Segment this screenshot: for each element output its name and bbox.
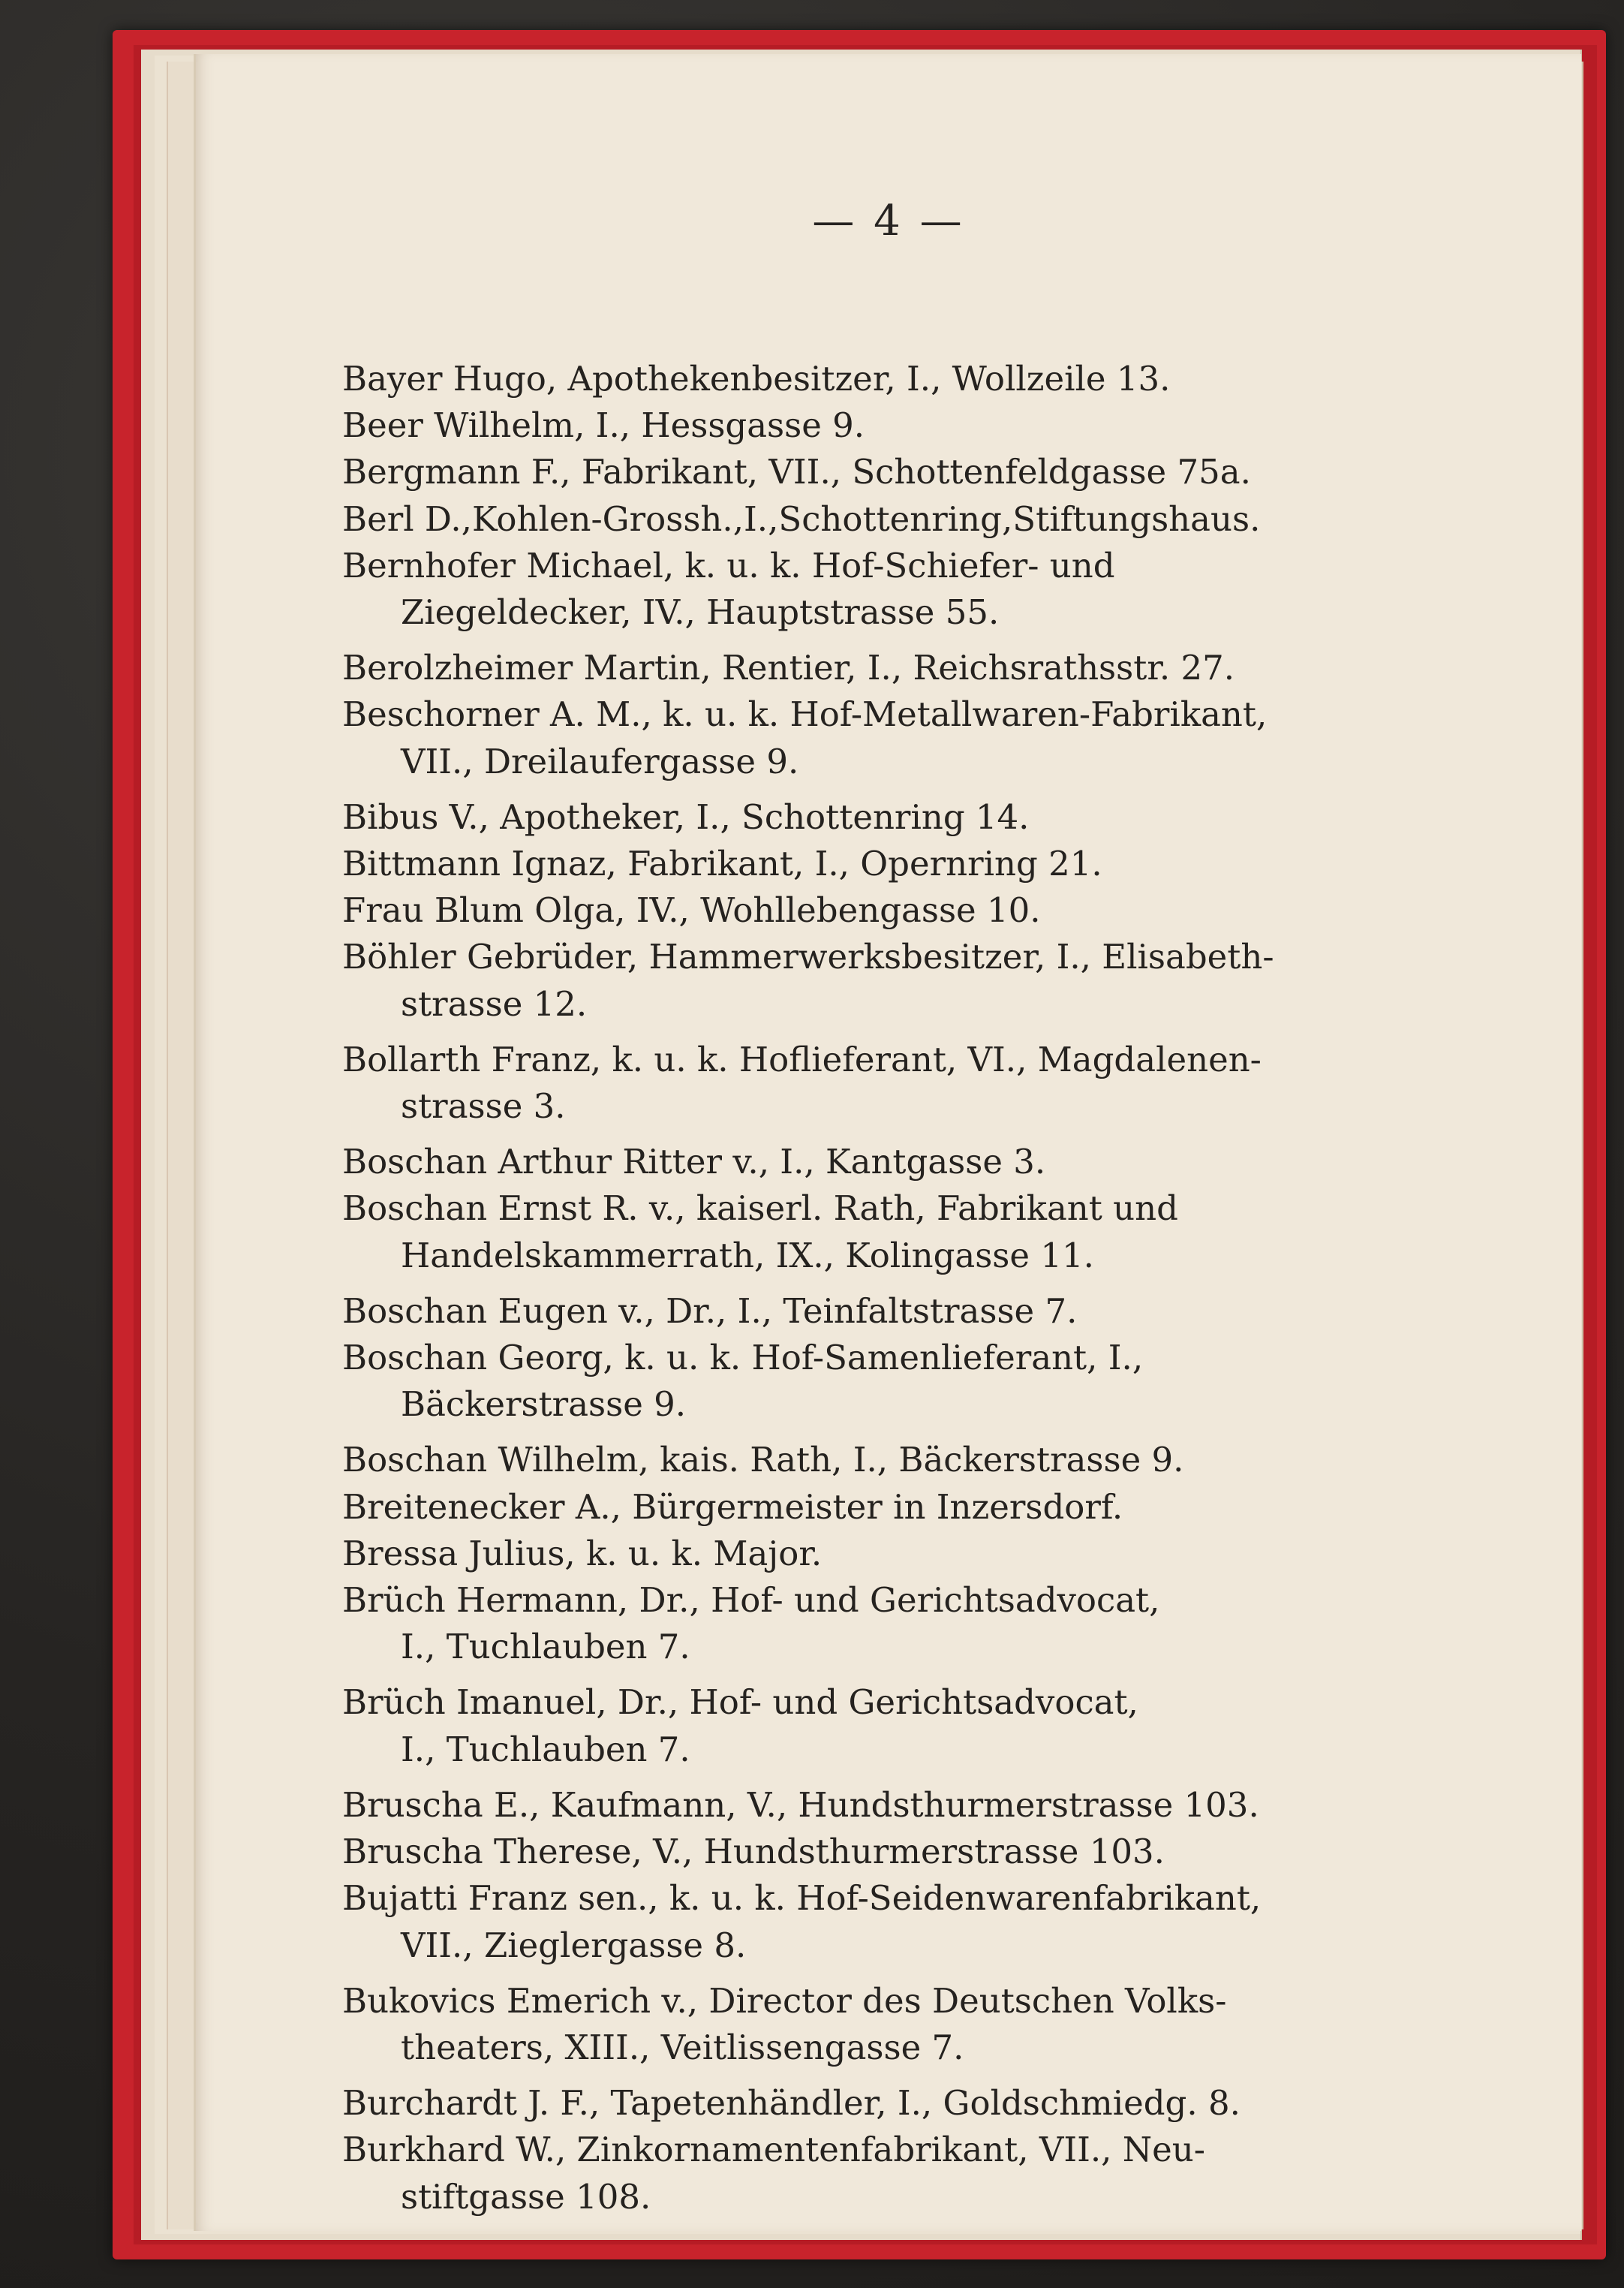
- entry-line: Böhler Gebrüder, Hammerwerksbesitzer, I., Elisabeth-: [342, 937, 1274, 977]
- entry-continuation-line: I., Tuchlauben 7.: [401, 1729, 690, 1769]
- entry-line: Bollarth Franz, k. u. k. Hoflieferant, VI., Magdalenen-: [342, 1039, 1262, 1079]
- entry-line: Boschan Arthur Ritter v., I., Kantgasse 3.: [342, 1142, 1046, 1182]
- entry-line: Berl D.,Kohlen-Grossh.,I.,Schottenring,Stiftungshaus.: [342, 498, 1261, 539]
- entry-line: Berolzheimer Martin, Rentier, I., Reichsrathsstr. 27.: [342, 648, 1235, 688]
- directory-entry: [342, 1335, 1400, 1428]
- entry-line: Brüch Imanuel, Dr., Hof- und Gerichtsadvocat,: [342, 1682, 1138, 1723]
- directory-entry: [342, 496, 1400, 543]
- directory-list: [342, 356, 1400, 2229]
- entry-continuation-line: I., Tuchlauben 7.: [401, 1627, 690, 1667]
- directory-entry: [342, 794, 1400, 841]
- directory-entry: [342, 1829, 1400, 1875]
- directory-entry: [342, 645, 1400, 691]
- entry-line: Boschan Wilhelm, kais. Rath, I., Bäckerstrasse 9.: [342, 1440, 1184, 1480]
- directory-entry: [342, 1484, 1400, 1531]
- directory-entry: [342, 841, 1400, 887]
- entry-line: Boschan Eugen v., Dr., I., Teinfaltstrasse 7.: [342, 1290, 1078, 1331]
- entry-line: Breitenecker A., Bürgermeister in Inzersdorf.: [342, 1486, 1123, 1527]
- directory-entry: [342, 2080, 1400, 2127]
- directory-entry: [342, 1288, 1400, 1335]
- entry-line: Bittmann Ignaz, Fabrikant, I., Opernring 21.: [342, 844, 1102, 884]
- entry-line: Burkhard W., Zinkornamentenfabrikant, VII., Neu-: [342, 2130, 1205, 2170]
- directory-entry: [342, 934, 1400, 1027]
- entry-line: Bruscha Therese, V., Hundsthurmerstrasse 103.: [342, 1832, 1165, 1872]
- directory-entry: [342, 402, 1400, 449]
- entry-line: Frau Blum Olga, IV., Wohllebengasse 10.: [342, 890, 1041, 931]
- directory-entry: [342, 449, 1400, 495]
- directory-entry: [342, 691, 1400, 784]
- entry-line: Bergmann F., Fabrikant, VII., Schottenfeldgasse 75a.: [342, 452, 1251, 492]
- directory-entry: [342, 1037, 1400, 1130]
- directory-entry: [342, 1185, 1400, 1278]
- entry-line: Boschan Ernst R. v., kaiserl. Rath, Fabrikant und: [342, 1188, 1178, 1229]
- directory-entry: [342, 1437, 1400, 1483]
- entry-continuation-line: Bäckerstrasse 9.: [401, 1384, 687, 1425]
- entry-line: Boschan Georg, k. u. k. Hof-Samenlieferant, I.,: [342, 1338, 1144, 1378]
- entry-line: Bayer Hugo, Apothekenbesitzer, I., Wollzeile 13.: [342, 359, 1171, 399]
- directory-entry: [342, 1875, 1400, 1968]
- directory-entry: [342, 1679, 1400, 1772]
- entry-line: Beer Wilhelm, I., Hessgasse 9.: [342, 405, 865, 446]
- entry-line: Bressa Julius, k. u. k. Major.: [342, 1533, 823, 1573]
- entry-continuation-line: Handelskammerrath, IX., Kolingasse 11.: [401, 1235, 1094, 1275]
- entry-line: Bernhofer Michael, k. u. k. Hof-Schiefer- und: [342, 545, 1115, 586]
- directory-entry: [342, 356, 1400, 402]
- entry-continuation-line: strasse 12.: [401, 983, 588, 1024]
- entry-continuation-line: theaters, XIII., Veitlissengasse 7.: [401, 2027, 964, 2067]
- book-page: [194, 54, 1581, 2231]
- entry-line: Beschorner A. M., k. u. k. Hof-Metallwaren-Fabrikant,: [342, 694, 1268, 735]
- directory-entry: [342, 2127, 1400, 2220]
- entry-line: Bibus V., Apotheker, I., Schottenring 14.: [342, 796, 1030, 837]
- directory-entry: [342, 1531, 1400, 1577]
- entry-line: Brüch Hermann, Dr., Hof- und Gerichtsadvocat,: [342, 1580, 1160, 1621]
- entry-continuation-line: strasse 3.: [401, 1086, 566, 1127]
- entry-line: Bukovics Emerich v., Director des Deutschen Volks-: [342, 1980, 1227, 2021]
- entry-continuation-line: VII., Dreilaufergasse 9.: [401, 741, 799, 781]
- entry-line: Bujatti Franz sen., k. u. k. Hof-Seidenwarenfabrikant,: [342, 1878, 1262, 1919]
- directory-entry: [342, 1782, 1400, 1829]
- page-number: — 4 —: [812, 197, 965, 245]
- entry-continuation-line: VII., Zieglergasse 8.: [401, 1925, 747, 1965]
- directory-entry: [342, 887, 1400, 934]
- entry-continuation-line: stiftgasse 108.: [401, 2176, 651, 2217]
- entry-line: Burchardt J. F., Tapetenhändler, I., Goldschmiedg. 8.: [342, 2083, 1241, 2124]
- directory-entry: [342, 1139, 1400, 1185]
- entry-continuation-line: Ziegeldecker, IV., Hauptstrasse 55.: [401, 592, 1000, 633]
- directory-entry: [342, 1978, 1400, 2071]
- directory-entry: [342, 543, 1400, 636]
- entry-line: Bruscha E., Kaufmann, V., Hundsthurmerstrasse 103.: [342, 1784, 1259, 1825]
- directory-entry: [342, 1577, 1400, 1670]
